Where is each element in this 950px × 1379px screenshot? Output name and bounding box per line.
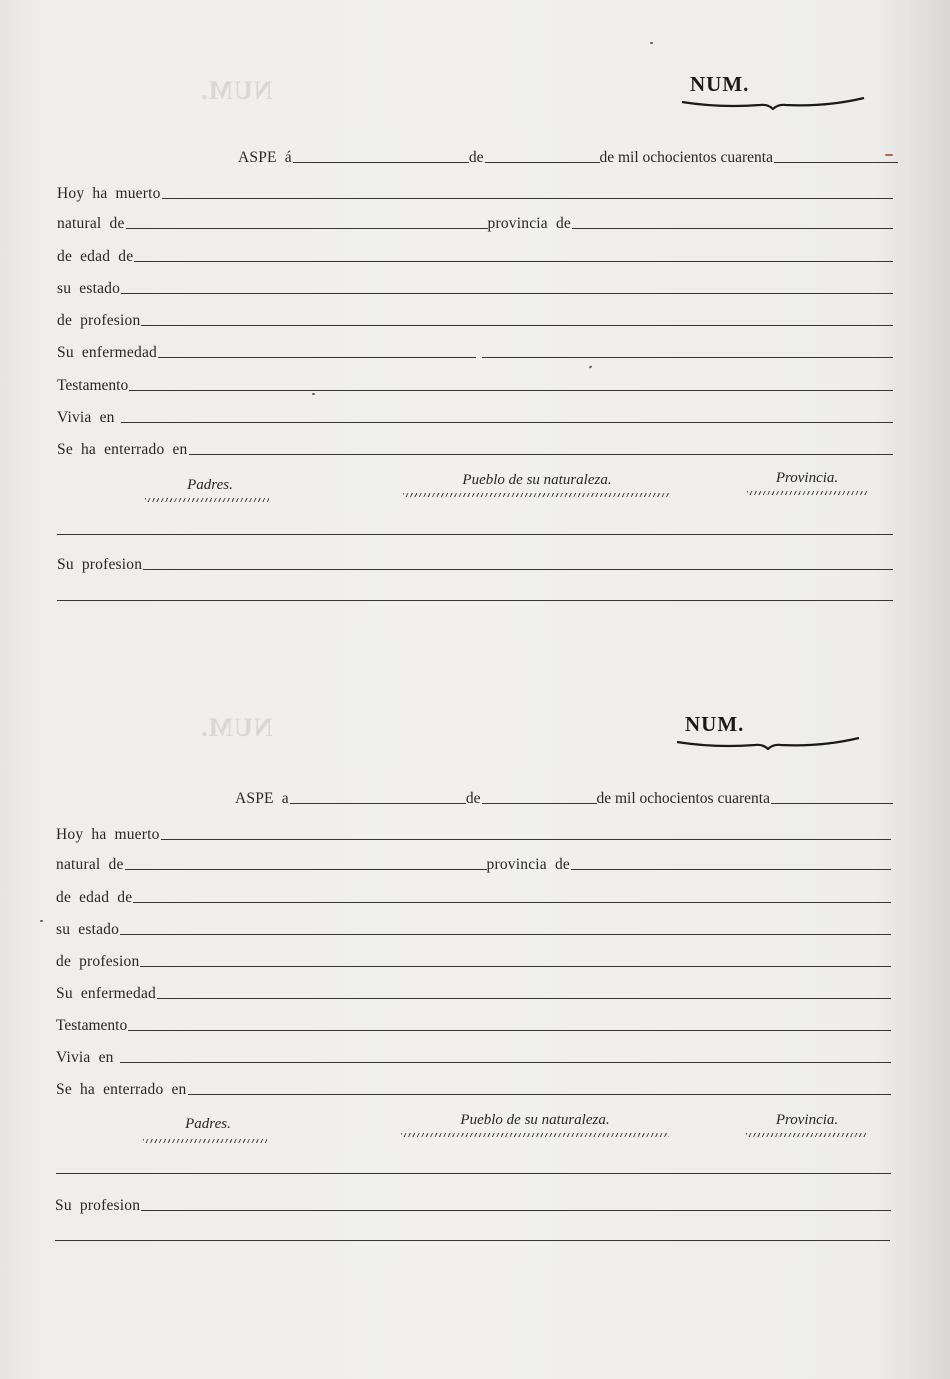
province-label: provincia de [486,856,570,873]
deceased-row [56,823,891,843]
deceased-field[interactable] [161,838,891,840]
origin-row [56,853,891,873]
de-label: de [468,149,484,166]
illness-label: Su enfermedad [57,344,157,361]
parents-line[interactable] [57,533,893,535]
paper-speck [650,42,653,44]
illness-field[interactable] [157,997,891,999]
residence-label: Vivia en [56,1049,114,1066]
paper-speck [40,920,43,922]
de-label: de [465,790,481,807]
marital-status-label: su estado [57,280,121,297]
age-row [56,886,891,906]
burial-row [57,438,893,458]
natural-label: natural de [57,215,125,232]
burial-field[interactable] [189,453,893,455]
column-header-province: Provincia. [775,1112,839,1128]
year-label: de mil ochocientos cuarenta [596,790,770,807]
place-label: ASPE á [238,149,292,166]
residence-field[interactable] [121,421,893,423]
natural-field[interactable] [125,868,487,870]
residence-label: Vivia en [57,409,115,426]
day-field[interactable] [290,802,466,804]
origin-row [57,212,893,232]
burial-field[interactable] [188,1093,891,1095]
age-row [57,245,893,265]
natural-label: natural de [56,856,124,873]
parents-line[interactable] [56,1172,891,1174]
record-number-heading: NUM. [685,712,745,736]
profession-field[interactable] [141,324,893,326]
burial-label: Se ha enterrado en [56,1081,187,1098]
residence-row [57,406,893,426]
illness-field-b[interactable] [482,356,893,358]
profession-label: de profesion [56,953,140,970]
age-label: de edad de [57,248,134,265]
column-header-parents: Padres. [185,1116,231,1132]
marital-status-label: su estado [56,921,120,938]
natural-field[interactable] [126,227,488,229]
age-field[interactable] [134,260,893,262]
testament-label: Testamento [57,377,129,394]
profession-field[interactable] [140,965,891,967]
year-field[interactable] [771,802,893,804]
day-field[interactable] [293,161,469,163]
parents-profession-row [57,553,893,573]
province-field[interactable] [572,227,893,229]
column-header-province: Provincia. [775,470,839,486]
month-field[interactable] [482,802,597,804]
deceased-field[interactable] [162,197,893,199]
wavy-underline [401,1133,669,1137]
age-label: de edad de [56,889,133,906]
burial-row [56,1078,891,1098]
province-label: provincia de [487,215,571,232]
deceased-label: Hoy ha muerto [56,826,160,843]
wavy-underline [403,493,669,497]
illness-row [57,341,893,361]
illness-label: Su enfermedad [56,985,156,1002]
record-number-heading: NUM. [690,72,750,96]
paper-speck [312,393,315,395]
testament-label: Testamento [56,1017,128,1034]
profession-label: de profesion [57,312,141,329]
age-field[interactable] [133,901,891,903]
testament-row [57,374,893,394]
marital-status-row [56,918,891,938]
column-header-hometown: Pueblo de su naturaleza. [460,1112,610,1128]
date-row [238,146,898,166]
wavy-underline [746,1133,866,1137]
bleed-through-num: NUM. [200,713,273,742]
illness-row [56,982,891,1002]
ink-mark [885,154,893,156]
marital-status-field[interactable] [120,933,891,935]
wavy-underline [143,1139,267,1143]
testament-row [56,1014,891,1034]
parents-profession-field[interactable] [141,1209,891,1211]
place-label: ASPE a [235,790,289,807]
profession-row [57,309,893,329]
residence-row [56,1046,891,1066]
year-field[interactable] [774,161,898,163]
paper-speck [589,365,593,368]
parents-profession-label: Su profesion [55,1197,141,1214]
bleed-through-num: NUM. [200,76,273,105]
column-header-hometown: Pueblo de su naturaleza. [462,472,612,488]
marital-status-row [57,277,893,297]
deceased-row [57,182,893,202]
wavy-underline [747,491,867,495]
year-label: de mil ochocientos cuarenta [599,149,773,166]
province-field[interactable] [571,868,891,870]
parents-profession-label: Su profesion [57,556,143,573]
deceased-label: Hoy ha muerto [57,185,161,202]
parents-profession-field[interactable] [143,568,893,570]
swash-ornament [680,96,866,110]
swash-ornament [675,736,861,750]
testament-field[interactable] [129,389,893,391]
extra-line[interactable] [57,599,893,601]
column-header-parents: Padres. [187,477,233,493]
parents-profession-row [55,1194,891,1214]
profession-row [56,950,891,970]
extra-line[interactable] [55,1239,890,1241]
month-field[interactable] [485,161,600,163]
date-row [235,787,893,807]
wavy-underline [145,498,269,502]
residence-field[interactable] [120,1061,891,1063]
testament-field[interactable] [128,1029,891,1031]
burial-label: Se ha enterrado en [57,441,188,458]
illness-field-a[interactable] [158,356,476,358]
marital-status-field[interactable] [121,292,893,294]
